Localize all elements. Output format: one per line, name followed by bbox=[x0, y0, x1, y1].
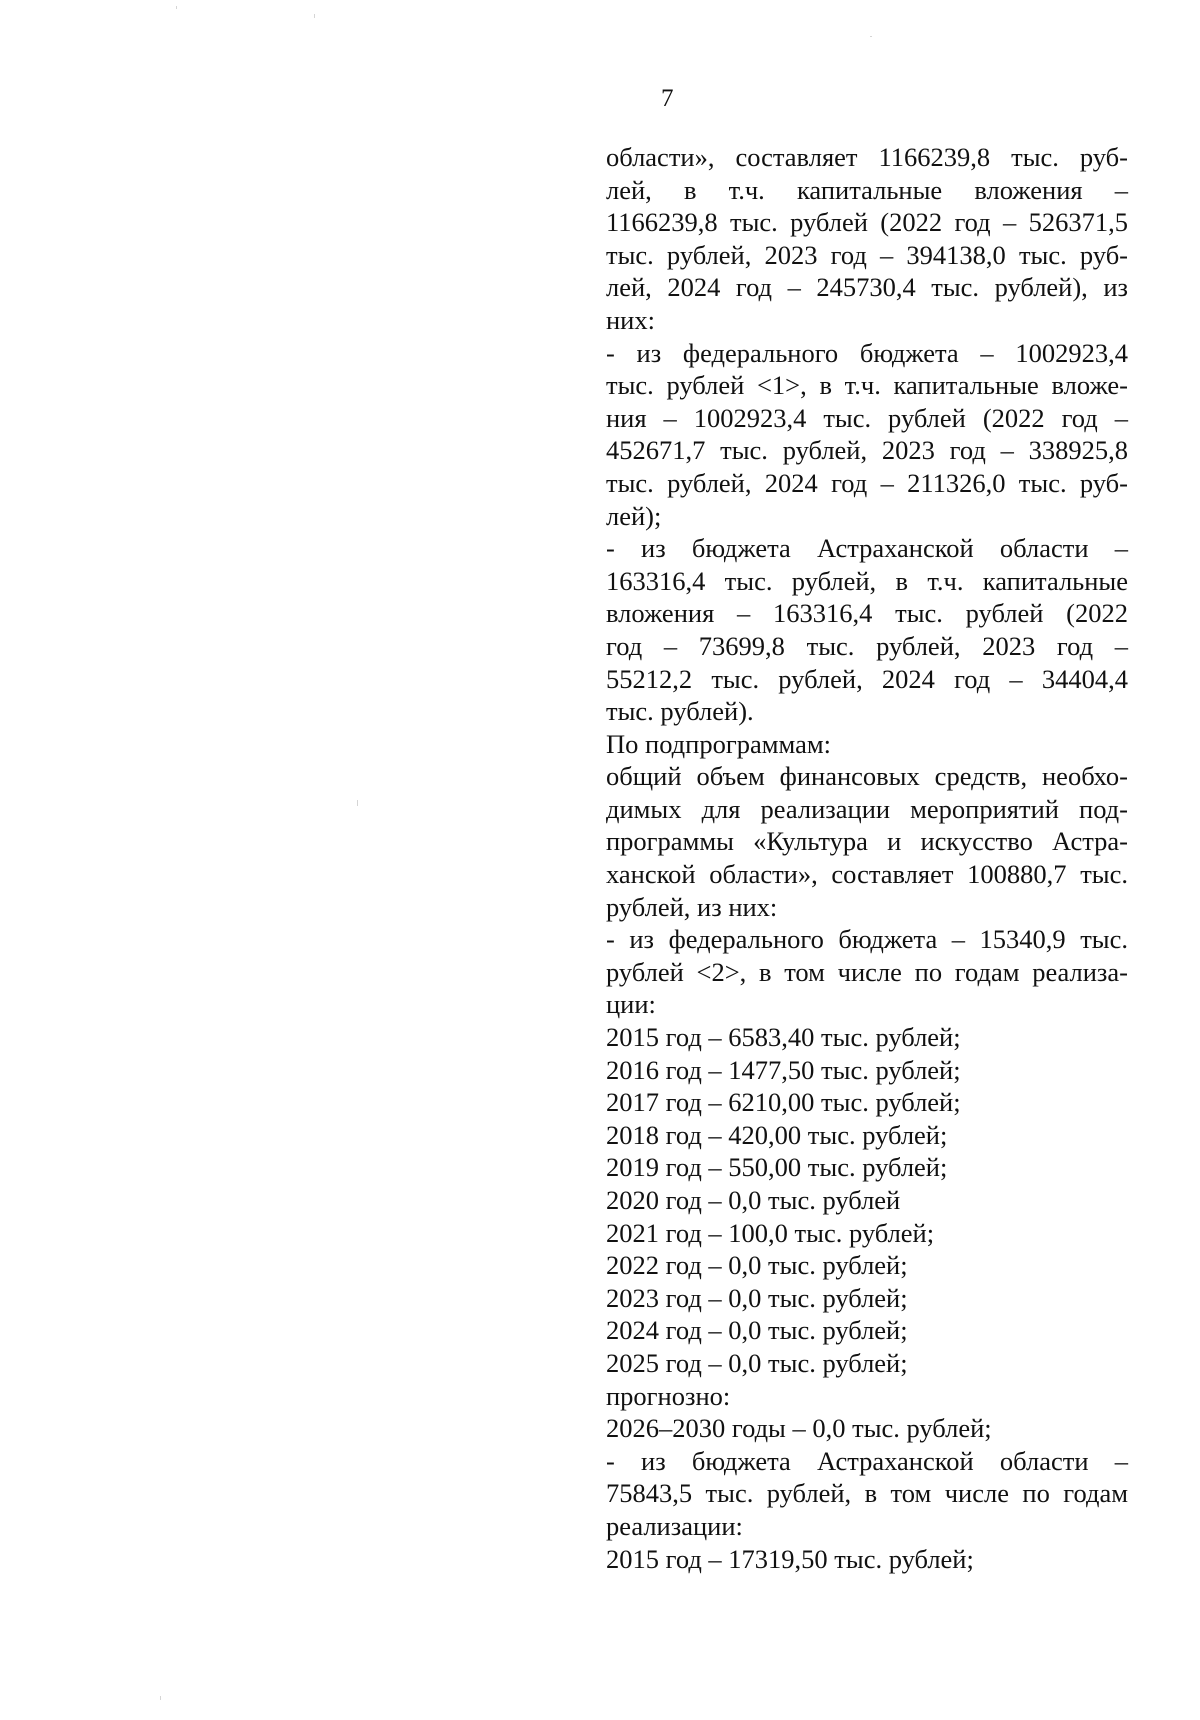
text-line: рублей, из них: bbox=[606, 891, 778, 922]
text-line: тыс. рублей, 2023 год – 394138,0 тыс. руб- bbox=[606, 239, 1128, 270]
scan-speck bbox=[314, 14, 315, 18]
text-line: - из федерального бюджета – 15340,9 тыс. bbox=[606, 924, 1128, 955]
text-line: 2015 год – 6583,40 тыс. рублей; bbox=[606, 1022, 961, 1053]
text-line: - из федерального бюджета – 1002923,4 bbox=[606, 337, 1128, 368]
text-line: прогнозно: bbox=[606, 1380, 731, 1411]
text-line: тыс. рублей). bbox=[606, 696, 754, 727]
text-line: - из бюджета Астраханской области – bbox=[606, 1445, 1128, 1476]
text-line: 2017 год – 6210,00 тыс. рублей; bbox=[606, 1087, 961, 1118]
text-line: программы «Культура и искусство Астра- bbox=[606, 826, 1128, 857]
text-line: - из бюджета Астраханской области – bbox=[606, 533, 1128, 564]
text-line: 2018 год – 420,00 тыс. рублей; bbox=[606, 1119, 948, 1150]
text-line: 2019 год – 550,00 тыс. рублей; bbox=[606, 1152, 948, 1183]
text-line: тыс. рублей, 2024 год – 211326,0 тыс. руб- bbox=[606, 467, 1128, 498]
scan-speck bbox=[870, 36, 872, 37]
scan-speck bbox=[176, 6, 177, 9]
text-line: 2022 год – 0,0 тыс. рублей; bbox=[606, 1250, 908, 1281]
text-line: 2015 год – 17319,50 тыс. рублей; bbox=[606, 1543, 974, 1574]
text-line: них: bbox=[606, 304, 655, 335]
page-number: 7 bbox=[661, 85, 674, 112]
text-line: 1166239,8 тыс. рублей (2022 год – 526371,5 bbox=[606, 207, 1128, 238]
scan-speck bbox=[160, 1696, 161, 1700]
text-line: общий объем финансовых средств, необхо- bbox=[606, 761, 1128, 792]
text-line: ния – 1002923,4 тыс. рублей (2022 год – bbox=[606, 402, 1128, 433]
text-line: ханской области», составляет 100880,7 тыс. bbox=[606, 859, 1128, 890]
text-line: лей, 2024 год – 245730,4 тыс. рублей), из bbox=[606, 272, 1128, 303]
text-line: рублей <2>, в том числе по годам реализа- bbox=[606, 956, 1128, 987]
text-line: лей); bbox=[606, 500, 662, 531]
text-line: 2016 год – 1477,50 тыс. рублей; bbox=[606, 1054, 961, 1085]
text-line: 2020 год – 0,0 тыс. рублей bbox=[606, 1185, 901, 1215]
text-line: 55212,2 тыс. рублей, 2024 год – 34404,4 bbox=[606, 663, 1128, 694]
text-line: 163316,4 тыс. рублей, в т.ч. капитальные bbox=[606, 565, 1128, 596]
text-line: 2026–2030 годы – 0,0 тыс. рублей; bbox=[606, 1413, 992, 1444]
scan-speck bbox=[357, 800, 358, 806]
text-line: димых для реализации мероприятий под- bbox=[606, 793, 1128, 824]
text-line: ции: bbox=[606, 989, 656, 1020]
text-line: 2023 год – 0,0 тыс. рублей; bbox=[606, 1282, 908, 1313]
text-line: 75843,5 тыс. рублей, в том числе по годам bbox=[606, 1478, 1128, 1509]
text-column bbox=[606, 141, 1128, 1575]
text-line: лей, в т.ч. капитальные вложения – bbox=[606, 174, 1128, 205]
text-line: вложения – 163316,4 тыс. рублей (2022 bbox=[606, 598, 1128, 629]
text-line: год – 73699,8 тыс. рублей, 2023 год – bbox=[606, 630, 1128, 661]
text-line: 2024 год – 0,0 тыс. рублей; bbox=[606, 1315, 908, 1346]
text-line: 452671,7 тыс. рублей, 2023 год – 338925,8 bbox=[606, 435, 1128, 466]
text-line: области», составляет 1166239,8 тыс. руб- bbox=[606, 142, 1128, 172]
text-line: По подпрограммам: bbox=[606, 728, 831, 759]
text-line: 2021 год – 100,0 тыс. рублей; bbox=[606, 1217, 935, 1248]
text-line: тыс. рублей <1>, в т.ч. капитальные вложе- bbox=[606, 370, 1128, 401]
text-line: 2025 год – 0,0 тыс. рублей; bbox=[606, 1347, 908, 1378]
text-line: реализации: bbox=[606, 1510, 743, 1541]
